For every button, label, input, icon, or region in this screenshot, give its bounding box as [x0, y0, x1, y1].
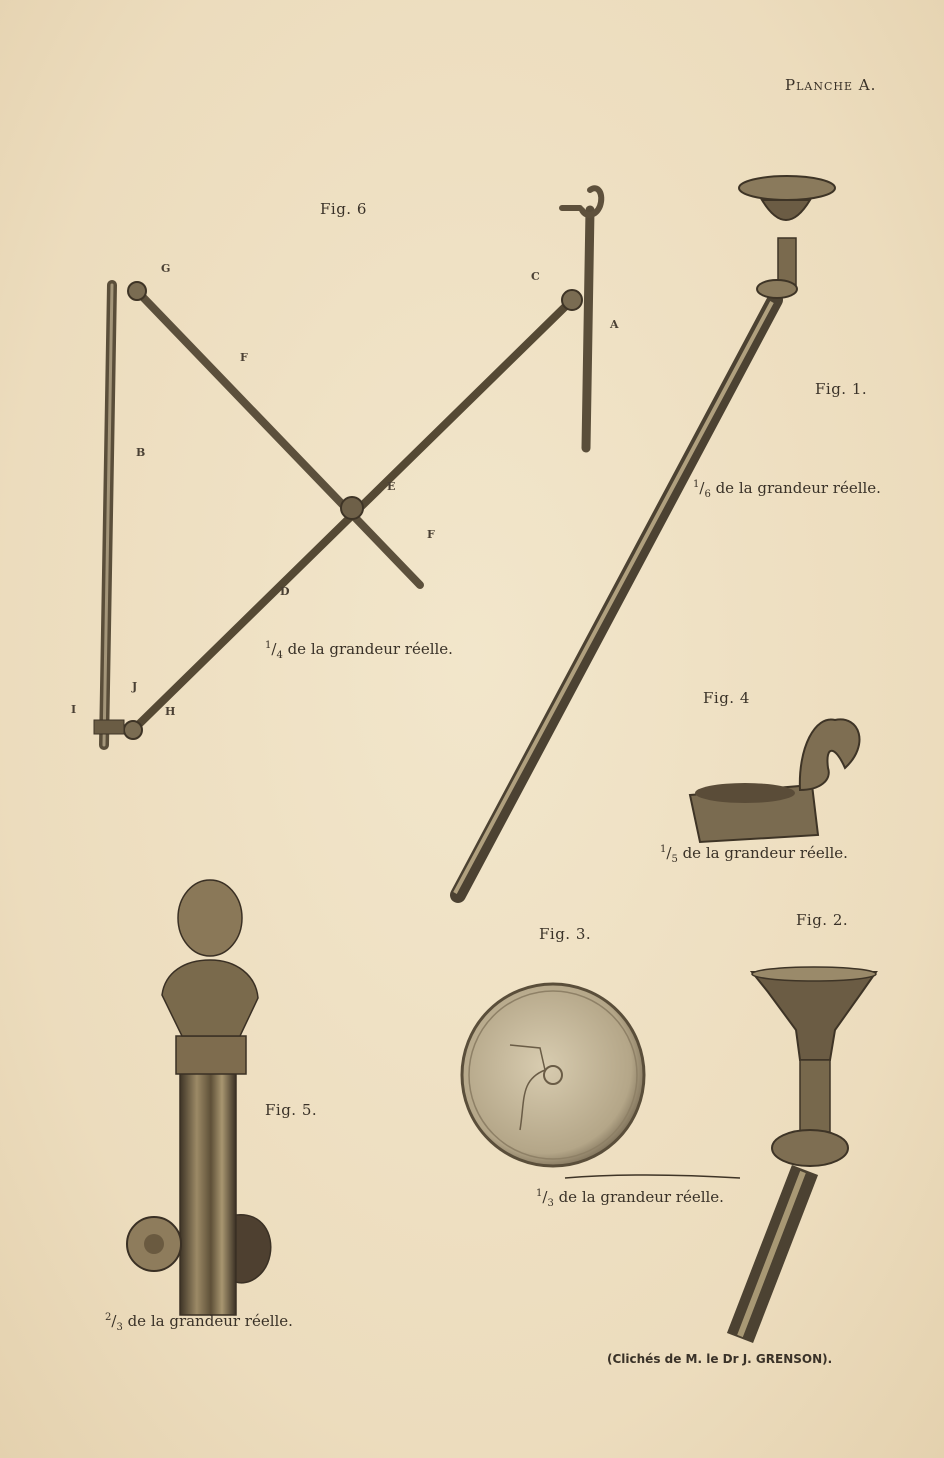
- fig6-rod-a: [586, 210, 590, 448]
- fig6-scale: $^1/_4$ de la grandeur réelle.: [265, 640, 453, 661]
- fig6-scale-text: de la grandeur réelle.: [282, 640, 453, 658]
- fig3-base-line: [565, 1175, 740, 1178]
- fig6-label: Fig. 6: [320, 200, 367, 218]
- fig5-knob-left-center: [144, 1234, 164, 1254]
- fig5-scale-den: 3: [116, 1322, 123, 1333]
- fig2-drawing: [740, 967, 876, 1338]
- fig3-scale: $^1/_3$ de la grandeur réelle.: [536, 1188, 724, 1209]
- fig1-collar: [757, 280, 797, 298]
- fig3-scale-text: de la grandeur réelle.: [553, 1188, 724, 1206]
- fig6-letter-h: H: [165, 705, 176, 718]
- fig1-dish: [739, 176, 835, 200]
- fig4-drawing: [690, 719, 859, 842]
- fig6-scale-den: 4: [276, 650, 283, 661]
- fig6-letter-j: J: [132, 680, 138, 693]
- fig5-knob-right: [236, 1215, 271, 1283]
- fig1-label: Fig. 1.: [815, 380, 868, 398]
- fig2-rim: [752, 967, 876, 981]
- fig3-label: Fig. 3.: [539, 925, 592, 943]
- fig6-joint-c: [562, 290, 582, 310]
- fig4-bowl-rim: [695, 783, 795, 803]
- fig2-stem: [800, 1060, 830, 1132]
- fig2-knop: [772, 1130, 848, 1166]
- photo-credit: (Clichés de M. le Dr J. GRENSON).: [607, 1352, 833, 1366]
- fig1-scale-den: 6: [704, 489, 711, 500]
- fig6-joint-h: [124, 721, 142, 739]
- fig2-cup: [752, 972, 876, 1060]
- fig5-scale-text: de la grandeur réelle.: [122, 1312, 293, 1330]
- fig5-collar: [176, 1036, 246, 1074]
- fig4-scale-den: 5: [671, 854, 678, 865]
- fig6-letter-e: E: [387, 480, 396, 493]
- fig1-scale: $^1/_6$ de la grandeur réelle.: [693, 479, 881, 500]
- fig6-scale-num: 1: [265, 640, 272, 651]
- fig4-scale-text: de la grandeur réelle.: [677, 844, 848, 862]
- fig6-rod-a-head: [562, 188, 601, 215]
- fig6-letter-g: G: [161, 262, 171, 275]
- fig3-drawing: [462, 984, 740, 1178]
- fig1-scale-num: 1: [693, 479, 700, 490]
- fig1-neck: [778, 238, 796, 286]
- fig6-letter-f-lower: F: [427, 528, 435, 541]
- fig6-letter-a: A: [610, 318, 619, 331]
- fig6-letter-f-upper: F: [240, 351, 248, 364]
- fig6-joint-g: [128, 282, 146, 300]
- fig6-letter-b: B: [136, 446, 146, 459]
- fig5-scale: $^2/_3$ de la grandeur réelle.: [105, 1312, 293, 1333]
- fig6-arm-f: [137, 291, 420, 585]
- fig6-letter-d: D: [280, 585, 290, 598]
- fig5-scale-num: 2: [105, 1312, 112, 1323]
- fig3-scale-den: 3: [547, 1198, 554, 1209]
- fig2-shaft-highlight: [740, 1172, 803, 1336]
- fig6-letter-i: I: [71, 703, 77, 716]
- fig5-bust-shoulders: [162, 960, 258, 1036]
- fig6-clamp-i: [94, 720, 124, 734]
- fig3-disc: [462, 984, 644, 1166]
- fig5-drawing: [127, 880, 271, 1315]
- fig5-column: [180, 1070, 236, 1315]
- fig1-cup: [762, 200, 810, 220]
- fig4-handle: [800, 719, 860, 790]
- fig6-letter-c: C: [531, 270, 540, 283]
- fig3-scale-num: 1: [536, 1188, 543, 1199]
- fig6-pivot-e: [341, 497, 363, 519]
- fig4-label: Fig. 4: [703, 689, 750, 707]
- fig5-head: [178, 880, 242, 956]
- plate-title: Planche A.: [785, 76, 877, 94]
- fig4-scale-num: 1: [660, 844, 667, 855]
- fig5-label: Fig. 5.: [265, 1101, 318, 1119]
- fig1-scale-text: de la grandeur réelle.: [710, 479, 881, 497]
- fig4-scale: $^1/_5$ de la grandeur réelle.: [660, 844, 848, 865]
- fig2-label: Fig. 2.: [796, 911, 849, 929]
